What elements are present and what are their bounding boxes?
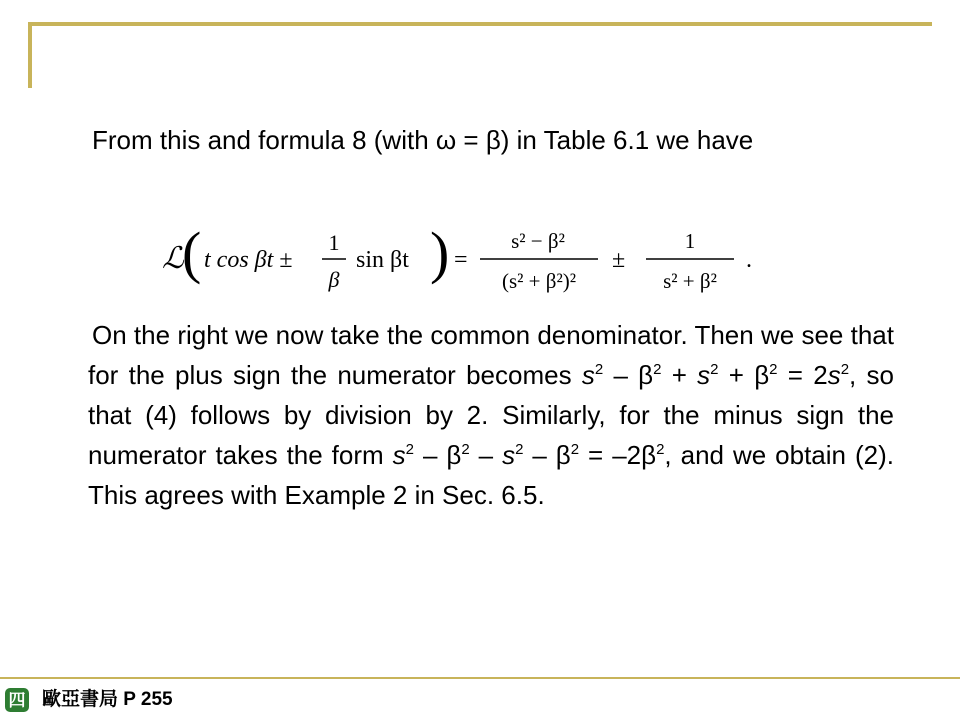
footer-page: P 255	[123, 689, 173, 710]
paragraph-intro: From this and formula 8 (with ω = β) in Table 6.1 we have	[92, 125, 754, 155]
laplace-formula	[158, 212, 770, 304]
top-frame-line	[28, 22, 932, 26]
left-paren: (	[182, 220, 202, 285]
frac2-numerator: s² − β²	[511, 229, 565, 253]
formula-period: .	[746, 247, 752, 273]
left-frame-line	[28, 22, 32, 88]
right-paren: )	[430, 220, 450, 285]
footer-publisher: 歐亞書局	[42, 689, 119, 710]
frac1-numerator: 1	[328, 230, 340, 255]
laplace-symbol: ℒ	[162, 242, 184, 275]
plus-minus-sign: ±	[612, 247, 626, 273]
frac2-denominator: (s² + β²)²	[501, 269, 577, 293]
frac1-denominator: β	[328, 267, 340, 292]
paragraph-explanation: On the right we now take the common denominator. Then we see that for the plus sign the numerator becomes $s^2 - \beta^2 + s^2 + \beta^2 = 2s^2$, so that (4) follows by division by 2. Similarly, for the minus sign the numerator takes the form $s^2 - \beta^2 - s^2 - \beta^2 = -2\beta^2$, and we obtain (2). This agrees with Example 2 in Sec. 6.5.	[88, 320, 894, 510]
formula-sin: sin βt	[356, 247, 409, 273]
bottom-frame-line	[0, 677, 960, 679]
publisher-logo-icon	[4, 687, 30, 713]
frac3-denominator: s² + β²	[663, 269, 717, 293]
footer-citation	[42, 688, 173, 712]
svg-text:四: 四	[8, 691, 26, 711]
equals-sign: =	[454, 247, 468, 273]
frac3-numerator: 1	[684, 229, 696, 253]
formula-t-cos: t cos βt ±	[204, 247, 293, 273]
